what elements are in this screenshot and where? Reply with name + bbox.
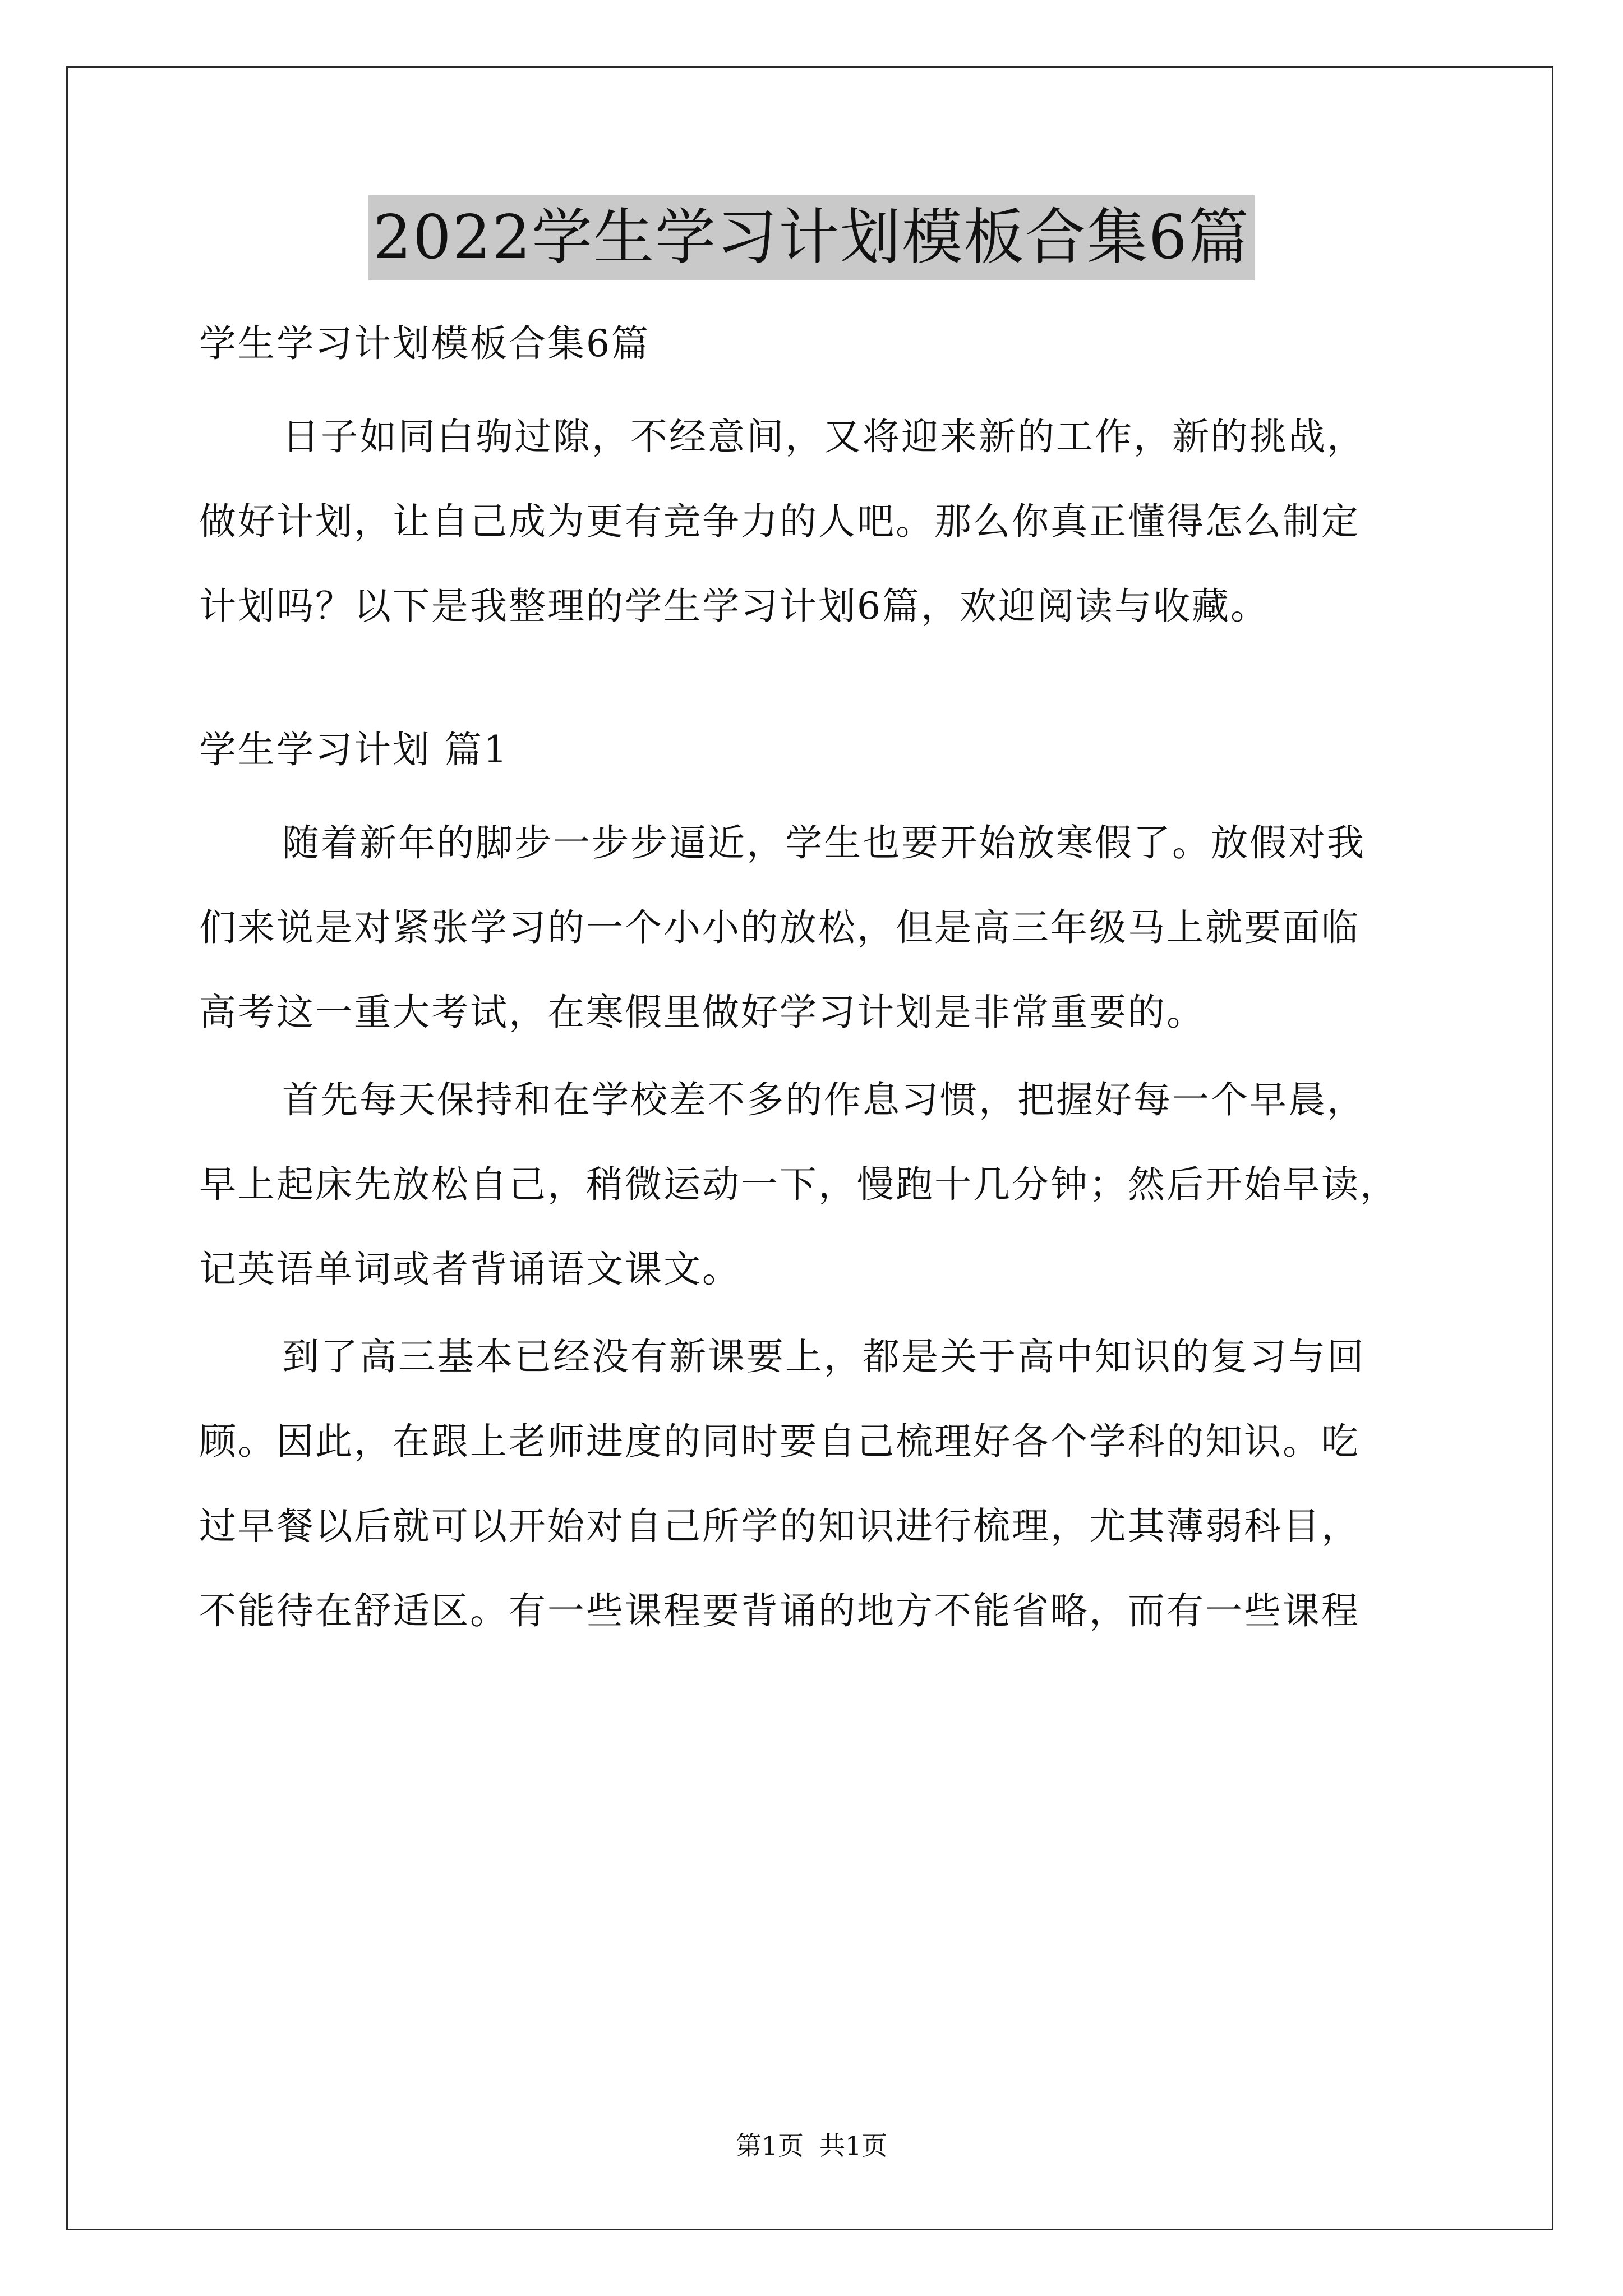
text-line: 随着新年的脚步一步步逼近，学生也要开始放寒假了。放假对我 — [282, 821, 1366, 864]
text-line: 早上起床先放松自己，稍微运动一下，慢跑十几分钟；然后开始早读， — [199, 1163, 1399, 1206]
text-line: 日子如同白驹过隙，不经意间，又将迎来新的工作，新的挑战， — [282, 415, 1366, 458]
text-line: 们来说是对紧张学习的一个小小的放松，但是高三年级马上就要面临 — [199, 906, 1360, 949]
document-subtitle: 学生学习计划模板合集6篇 — [199, 322, 650, 365]
intro-paragraph — [199, 407, 1438, 636]
body-paragraph — [199, 1070, 1438, 1299]
text-line: 顾。因此，在跟上老师进度的同时要自己梳理好各个学科的知识。吃 — [199, 1420, 1360, 1463]
text-line: 首先每天保持和在学校差不多的作息习惯，把握好每一个早晨， — [282, 1078, 1366, 1121]
text-line: 不能待在舒适区。有一些课程要背诵的地方不能省略，而有一些课程 — [199, 1589, 1360, 1632]
text-line: 到了高三基本已经没有新课要上，都是关于高中知识的复习与回 — [282, 1335, 1366, 1378]
text-line: 做好计划，让自己成为更有竞争力的人吧。那么你真正懂得怎么制定 — [199, 500, 1360, 543]
document-body — [199, 314, 1438, 1669]
body-paragraph — [199, 1327, 1438, 1641]
title-wrap — [0, 195, 1623, 280]
text-line: 记英语单词或者背诵语文课文。 — [199, 1248, 741, 1291]
text-line: 计划吗？以下是我整理的学生学习计划6篇，欢迎阅读与收藏。 — [199, 585, 1269, 628]
page-number: 第1页 — [735, 2131, 804, 2161]
text-line: 过早餐以后就可以开始对自己所学的知识进行梳理，尤其薄弱科目， — [199, 1504, 1360, 1548]
section-heading: 学生学习计划 篇1 — [199, 728, 509, 771]
page-footer — [0, 2129, 1623, 2162]
document-title: 2022学生学习计划模板合集6篇 — [368, 195, 1255, 280]
body-paragraph — [199, 813, 1438, 1042]
page-total: 共1页 — [819, 2131, 888, 2161]
text-line: 高考这一重大考试，在寒假里做好学习计划是非常重要的。 — [199, 991, 1205, 1034]
